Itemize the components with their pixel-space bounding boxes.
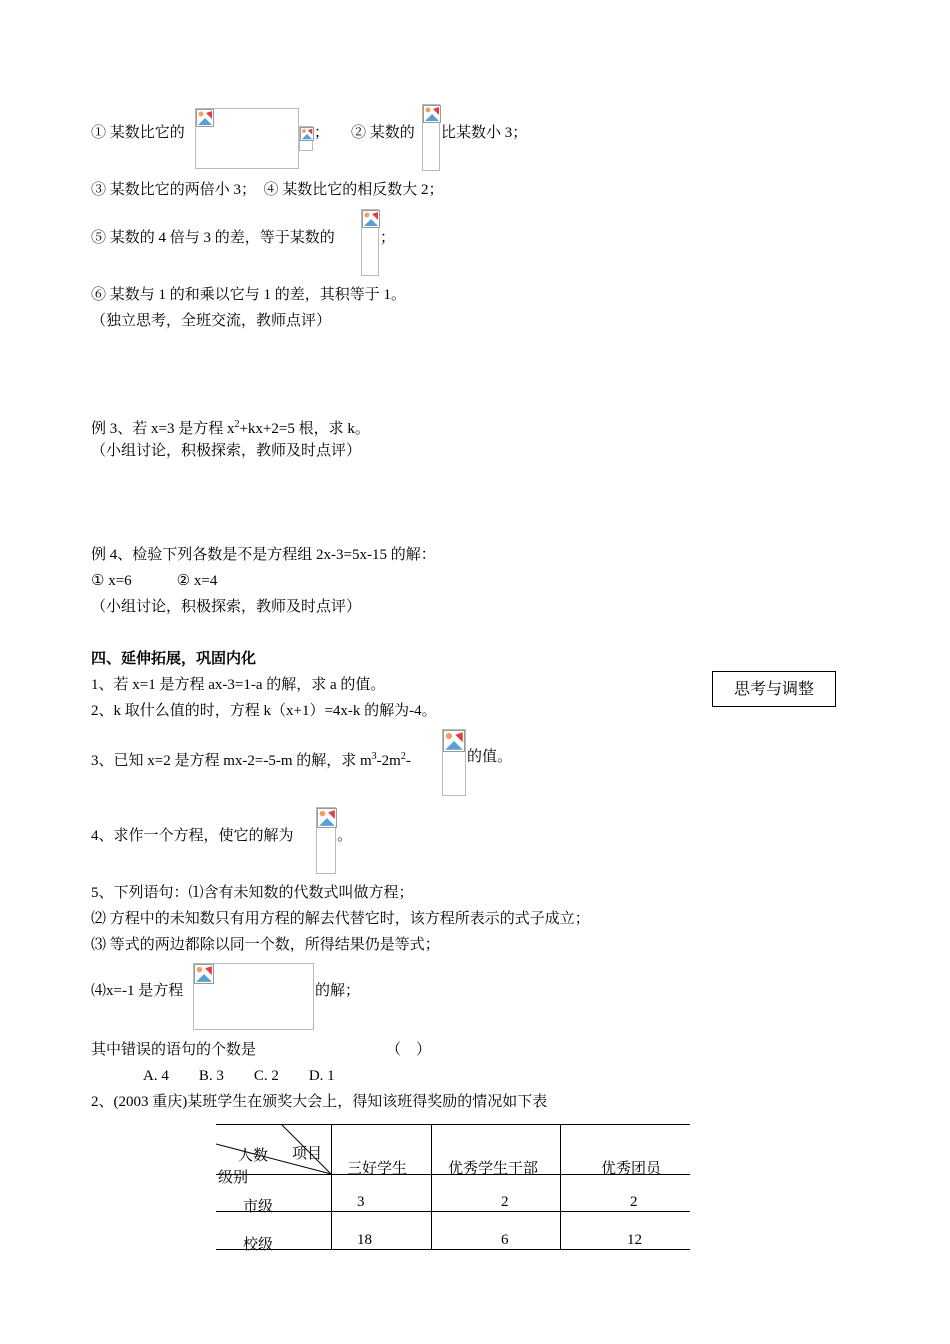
- statement-1-end: ；: [314, 125, 330, 141]
- table-rule-mid: [216, 1211, 690, 1212]
- formula-image-3: [361, 209, 379, 276]
- activity-note-1: （独立思考，全班交流，教师点评）: [91, 313, 332, 329]
- formula-image-6: [193, 963, 314, 1030]
- question-5-ask: 其中错误的语句的个数是: [91, 1042, 257, 1058]
- broken-image-icon: [194, 964, 214, 984]
- formula-image-1: [195, 108, 299, 169]
- side-note-box: 思考与调整: [712, 671, 836, 707]
- statement-6: ⑥ 某数与 1 的和乘以它与 1 的差，其积等于 1。: [91, 287, 407, 303]
- formula-image-2: [422, 104, 440, 171]
- table-cell: 12: [627, 1232, 642, 1248]
- broken-image-icon: [362, 210, 380, 228]
- statement-2: ② 某数的: [351, 125, 415, 141]
- table-cell: 18: [357, 1232, 372, 1248]
- question-1: 1、若 x=1 是方程 ax-3=1-a 的解，求 a 的值。: [91, 677, 386, 693]
- question-3-end: 的值。: [467, 749, 513, 765]
- table-cell: 2: [501, 1194, 509, 1210]
- corner-label-item: 项目: [292, 1146, 323, 1162]
- statement-1: ① 某数比它的: [91, 125, 185, 141]
- broken-image-icon: [196, 109, 214, 127]
- example-4-options: ① x=6 ② x=4: [91, 573, 218, 589]
- question-6: 2、(2003 重庆)某班学生在颁奖大会上，得知该班得奖励的情况如下表: [91, 1094, 548, 1110]
- column-header: 优秀学生干部: [448, 1161, 539, 1177]
- corner-label-level: 级别: [218, 1170, 249, 1186]
- statement-5: ⑤ 某数的 4 倍与 3 的差，等于某数的: [91, 230, 335, 246]
- statements-3-4: ③ 某数比它的两倍小 3； ④ 某数比它的相反数大 2；: [91, 182, 444, 198]
- broken-image-icon: [300, 127, 314, 141]
- table-rule-bottom: [216, 1249, 690, 1250]
- table-cell: 6: [501, 1232, 509, 1248]
- example-4: 例 4、检验下列各数是不是方程组 2x-3=5x-15 的解：: [91, 547, 436, 563]
- table-col-3: [560, 1124, 561, 1249]
- question-5-options: A. 4 B. 3 C. 2 D. 1: [143, 1068, 335, 1084]
- table-col-2: [431, 1124, 432, 1249]
- table-cell: 2: [630, 1194, 638, 1210]
- question-3: 3、已知 x=2 是方程 mx-2=-5-m 的解，求 $m^3-2m^2-$: [91, 751, 411, 769]
- column-header: 三好学生: [347, 1161, 408, 1177]
- row-label: 市级: [243, 1199, 274, 1215]
- question-2: 2、k 取什么值的时，方程 k（x+1）=4x-k 的解为-4。: [91, 703, 437, 719]
- activity-note-3: （小组讨论，积极探索，教师及时点评）: [91, 599, 362, 615]
- table-cell: 3: [357, 1194, 365, 1210]
- question-5-item-3: ⑶ 等式的两边都除以同一个数，所得结果仍是等式；: [91, 937, 440, 953]
- question-5: 5、下列语句：⑴含有未知数的代数式叫做方程；: [91, 885, 414, 901]
- statement-5-end: ；: [380, 230, 396, 246]
- corner-label-count: 人数: [238, 1148, 269, 1164]
- broken-image-icon: [423, 105, 441, 123]
- question-4-end: 。: [337, 828, 353, 844]
- question-5-item-4-end: 的解；: [315, 983, 361, 999]
- formula-image-5: [316, 807, 336, 874]
- question-4: 4、求作一个方程，使它的解为: [91, 828, 294, 844]
- broken-image-icon: [443, 730, 465, 752]
- statement-2-end: 比某数小 3；: [441, 125, 528, 141]
- section-heading: 四、延伸拓展，巩固内化: [91, 651, 257, 667]
- example-3: 例 3、若 x=3 是方程 $x^2+kx+2=5$ 根，求 k。: [91, 419, 370, 437]
- broken-image-icon: [317, 808, 337, 828]
- formula-image-1b: [299, 126, 313, 151]
- question-5-item-4: ⑷x=-1 是方程: [91, 983, 184, 999]
- answer-paren: （ ）: [386, 1042, 432, 1058]
- column-header: 优秀团员: [601, 1161, 662, 1177]
- row-label: 校级: [243, 1237, 274, 1253]
- formula-image-4: [442, 729, 466, 796]
- activity-note-2: （小组讨论，积极探索，教师及时点评）: [91, 443, 362, 459]
- question-5-item-2: ⑵ 方程中的未知数只有用方程的解去代替它时，该方程所表示的式子成立；: [91, 911, 590, 927]
